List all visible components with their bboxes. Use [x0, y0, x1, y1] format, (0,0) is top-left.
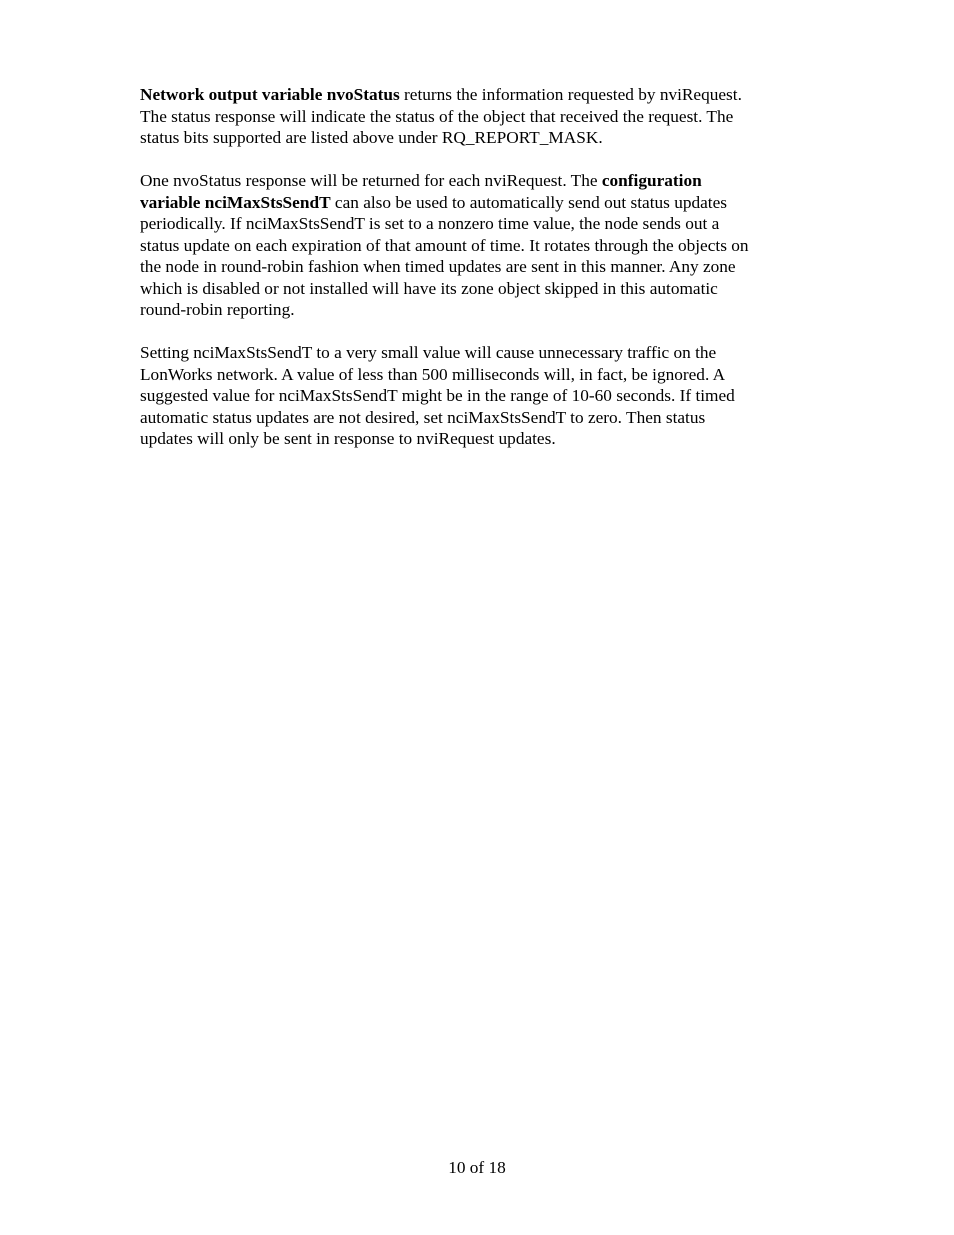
bold-term: Network output variable nvoStatus	[140, 85, 400, 104]
bold-term: configuration	[601, 171, 702, 190]
text-line: which is disabled or not installed will have its zone object skipped in this automatic	[140, 278, 718, 298]
paragraph-nvostatus	[140, 84, 742, 149]
page-number-footer: 10 of 18	[448, 1158, 506, 1177]
text-line: automatic status updates are not desired, set nciMaxStsSendT to zero. Then status	[140, 407, 706, 427]
text-line: Network output variable nvoStatus returns the information requested by nviRequest.	[140, 85, 742, 104]
text-line: LonWorks network. A value of less than 500 milliseconds will, in fact, be ignored. A	[140, 364, 726, 384]
text-line: The status response will indicate the status of the object that received the request. The	[140, 106, 734, 126]
text-line: round-robin reporting.	[140, 300, 295, 319]
text-line: the node in round-robin fashion when timed updates are sent in this manner. Any zone	[140, 257, 736, 276]
text-line: Setting nciMaxStsSendT to a very small value will cause unnecessary traffic on the	[140, 343, 717, 362]
text-line: status update on each expiration of that amount of time. It rotates through the objects on	[140, 235, 749, 255]
text-line: One nvoStatus response will be returned for each nviRequest. The configuration	[140, 171, 702, 190]
text-line: status bits supported are listed above under RQ_REPORT_MASK.	[140, 128, 603, 147]
bold-term: variable nciMaxStsSendT	[140, 192, 331, 212]
text-line: periodically. If nciMaxStsSendT is set to a nonzero time value, the node sends out a	[140, 214, 720, 233]
text-line: variable nciMaxStsSendT can also be used to automatically send out status updates	[140, 192, 728, 212]
text-line: suggested value for nciMaxStsSendT might be in the range of 10-60 seconds. If timed	[140, 386, 735, 405]
text-line: updates will only be sent in response to nviRequest updates.	[140, 429, 556, 448]
paragraph-nvostatus-response	[140, 170, 749, 321]
paragraph-ncimaxstssendt	[140, 342, 735, 450]
